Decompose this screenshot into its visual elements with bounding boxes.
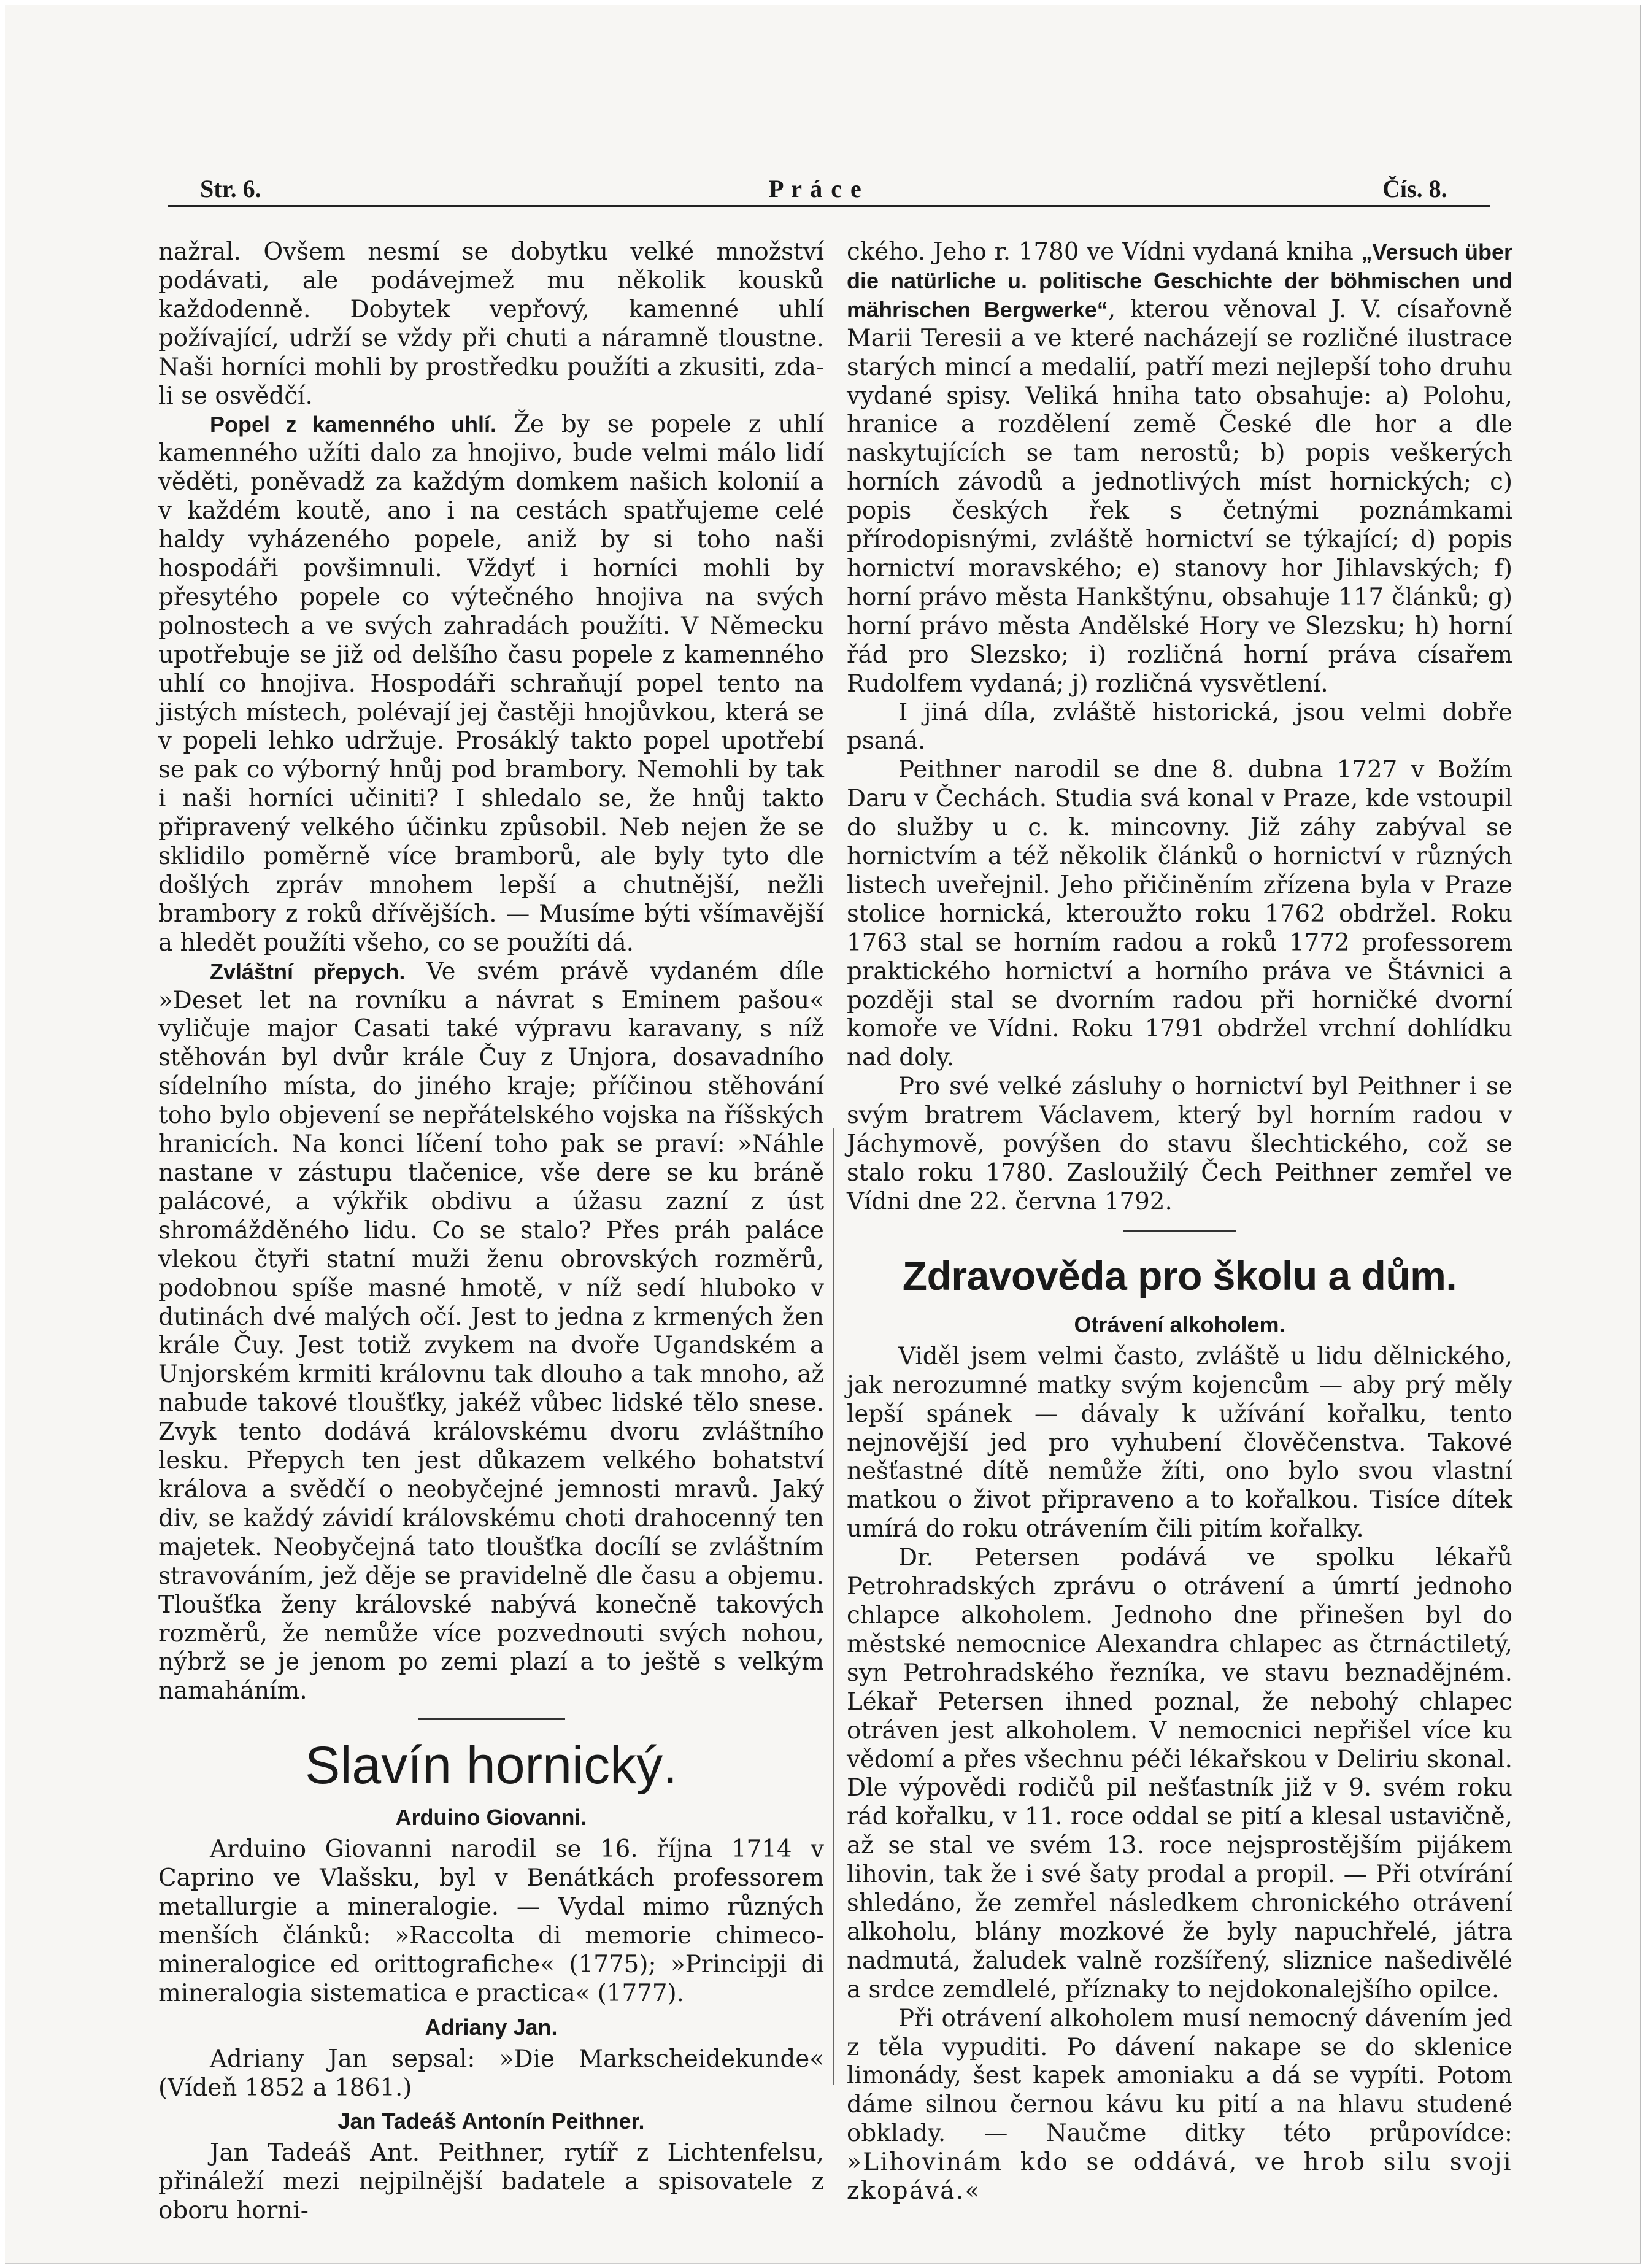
paragraph: Pro své velké zásluhy o hornictví byl Peithner i se svým bratrem Václavem, který byl horním radou v Jáchymově, povýšen do stavu šlechtického, což se stalo roku 1780. Zasloužilý Čech Peithner zemřel ve Vídni dne 22. června 1792. (847, 1073, 1512, 1216)
paragraph: nažral. Ovšem nesmí se dobytku velké množství podávati, ale podávejmež mu několik kousků každodenně. Dobytek vepřový, kamenné uhlí požívající, udrží se vždy při chuti a náramně tloustne. Naši horníci mohli by prostředku použíti a zkusiti, zda-li se osvědčí. (158, 238, 824, 410)
issue-number: Čís. 8. (1382, 175, 1447, 202)
section-title: Zdravověda pro školu a dům. (902, 1252, 1457, 1298)
subheading: Otrávení alkoholem. (1074, 1311, 1285, 1337)
paragraph-text: Že by se popele z uhlí kamenného užíti dalo za hnojivo, bude velmi málo lidí věděti, poněvadž za každým domkem našich kolonií a v každém koutě, ano i na cestách spatřujeme celé haldy vyházeného popele, aniž by si toho naši hospodáři povšimnuli. Vždyť i horníci mohli by přesytého popele co výtečného hnojiva na svých polnostech a ve svých zahradách použíti. V Německu upotřebuje se již od delšího času popele z kamenného uhlí co hnojiva. Hospodáři schraňují popel tento na jistých místech, polévají jej častěji hnojůvkou, která se v popeli lehko udržuje. Prosáklý takto popel upotřebí se pak co výborný hnůj pod brambory. Nemohli by tak i naši horníci učiniti? I shledalo se, že hnůj takto připravený velkého účinku způsobil. Neb nejen že se sklidilo poměrně více bramborů, ale byly tyto dle došlých zpráv mnohem lepší a chutnější, nežli brambory z roků dřívějších. — Musíme býti všímavější a hledět použíti všeho, co se použíti dá. (158, 411, 824, 957)
right-column (847, 238, 1512, 2205)
paragraph-text: Při otrávení alkoholem musí nemocný dávením jed z těla vypuditi. Po dávení nakape se do sklenice limonády, šest kapek amoniaku a dá se vypíti. Potom dáme silnou černou kávu ku pití a na hlavu studené obklady. — Naučme ditky této průpovídce: (847, 2004, 1512, 2148)
paragraph: Adriany Jan sepsal: »Die Markscheidekunde« (Vídeň 1852 a 1861.) (158, 2045, 824, 2102)
paragraph-book (847, 238, 1512, 699)
paragraph: Jan Tadeáš Ant. Peithner, rytíř z Lichtenfelsu, přináleží mezi nejpilnější badatele a spisovatele z oboru horni- (158, 2139, 824, 2225)
header-rule (168, 205, 1490, 207)
book-title: „Versuch über die natürliche u. politische Geschichte der böhmischen und mährischen Bergwerke“ (847, 239, 1512, 322)
paragraph-text: Ve svém právě vydaném díle »Deset let na rovníku a návrat s Eminem pašou« vyličuje major Casati také výpravu karavany, s níž stěhován byl dvůr krále Čuy z Unjora, dosavadního sídelního místa, do jiného kraje; příčinou stěhování toho bylo objevení se nepřátelského vojska na říšských hranicích. Na konci líčení toho pak se praví: »Náhle nastane v zástupu tlačenice, vše dere se ku bráně palácové, a výkřik obdivu a úžasu zazní z úst shromážděného lidu. Co se stalo? Přes práh paláce vlekou čtyři statní muži ženu obrovských rozměrů, podobnou spíše masné hmotě, v níž sedí hluboko v dutinách dvé malých očí. Jest to jedna z krmených žen krále Čuy. Jest totiž zvykem na dvoře Ugandském a Unjorském krmiti královnu tak dlouho a tak mnoho, až nabude takové tloušťky, jakéž vůbec lidské tělo snese. Zvyk tento dodává královskému dvoru zvláštního lesku. Přepych ten jest důkazem velkého bohatství králova a svědčí o neobyčejné jemnosti mravů. Jaký div, se každý závidí královskému choti drahocenný ten majetek. Neobyčejná tato tloušťka docílí se zvláštním stravováním, jež děje se pravidelně dle času a objemu. Tloušťka ženy královské nabývá konečně takových rozměrů, že nemůže více pozvednouti svých nohou, nýbrž se je jenom po zemi plazí a to ještě s velkým namaháním. (158, 957, 824, 1705)
paragraph-coal-ash (158, 411, 824, 957)
paragraph-text: , kterou věnoval J. V. císařovně Marii Teresii a ve které nacházejí se rozličné ilustrace starých mincí a medalií, patří mezi nejlepší toho druhu vydané spisy. Veliká hniha tato obsahuje: a) Polohu, hranice a rozdělení země České dle hor a dle naskytujících se tam nerostů; b) popis veškerých horních závodů a jednotlivých míst hornických; c) popis českých řek s četnými poznámkami přírodopisnými, zvláště hornictví se týkající; d) popis hornictví moravského; e) stanovy hor Jihlavských; f) horní právo města Hankštýnu, obsahuje 117 článků; g) horní právo města Andělské Hory ve Slezsku; h) horní řád pro Slezsko; i) rozličná horní práva císařem Rudolfem vydaná; j) rozličná vysvětlení. (847, 295, 1512, 698)
quote: »Lihovinám kdo se oddává, ve hrob silu svoji zkopává.« (847, 2148, 1512, 2205)
section-title: Slavín hornický. (304, 1736, 678, 1796)
paragraph: Arduino Giovanni narodil se 16. října 1714 v Caprino ve Vlašsku, byl v Benátkách professorem metallurgie a mineralogie. — Vydal mimo různých menších článků: »Raccolta di memorie chimeco-mineralogice ed orittografiche« (1775); »Principji di mineralogia sistematica e practica« (1777). (158, 1835, 824, 2007)
paragraph: I jiná díla, zvláště historická, jsou velmi dobře psaná. (847, 698, 1512, 755)
paragraph-text: ckého. Jeho r. 1780 ve Vídni vydaná kniha (847, 238, 1362, 266)
subheading: Jan Tadeáš Antonín Peithner. (337, 2108, 645, 2134)
section-divider (418, 1718, 565, 1720)
section-divider (1123, 1230, 1236, 1232)
section-lead: Zvláštní přepych. (210, 958, 406, 984)
left-column (158, 238, 824, 2225)
column-rule (833, 1128, 834, 2085)
paragraph-advice (847, 2005, 1512, 2206)
paragraph: Peithner narodil se dne 8. dubna 1727 v Božím Daru v Čechách. Studia svá konal v Praze, kde vstoupil do služby u c. k. mincovny. Již záhy zabýval se hornictvím a též několik článků o hornictví v různých listech uveřejnil. Jeho přičiněním zřízena byla v Praze stolice hornická, kteroužto roku 1762 obdržel. Roku 1763 stal se horním radou a roků 1772 professorem praktického hornictví a horního práva ve Štávnici a později stal se dvorním radou při horničké dvorní komoře ve Vídni. Roku 1791 obdržel vrchní dohlídku nad doly. (847, 756, 1512, 1072)
section-lead: Popel z kamenného uhlí. (210, 412, 496, 438)
subheading: Arduino Giovanni. (395, 1805, 587, 1830)
newspaper-title: P r á c e (769, 175, 863, 202)
paragraph: Viděl jsem velmi často, zvláště u lidu dělnického, jak nerozumné matky svým kojencům — aby prý měly lepší spánek — dávaly k užívání kořalku, tento nejnovější jed pro vyhubení člověčenstva. Takové nešťastné dítě nemůže žíti, ono bylo svou vlastní matkou o život připraveno a to kořalkou. Tisíce dítek umírá do roku otrávením čili pitím kořalky. (847, 1342, 1512, 1543)
newspaper-page (5, 5, 1641, 2264)
page-number: Str. 6. (200, 175, 261, 202)
subheading: Adriany Jan. (425, 2014, 558, 2040)
paragraph: Dr. Petersen podává ve spolku lékařů Petrohradských zprávu o otrávení a úmrtí jednoho chlapce alkoholem. Jednoho dne přinešen byl do městské nemocnice Alexandra chlapec as čtrnáctiletý, syn Petrohradského řezníka, ve stavu beznadějném. Lékař Petersen ihned poznal, že nebohý chlapec otráven jest alkoholem. V nemocnici nepřišel více ku vědomí a přes všechnu péči lékařskou v Deliriu skonal. Dle výpovědi rodičů pil nešťastník již v 9. svém roku rád kořalku, v 11. roce oddal se pití a klesal ustavičně, až se stal ve svém 13. roce nejsprostějším pijákem lihovin, tak že i své šaty prodal a propil. — Při otvírání shledáno, že zemřel následkem chronického otrávení alkoholu, blány mozkové že byly napuchřelé, játra nadmutá, žaludek valně rozšířený, sliznice našedivělé a srdce zemdlelé, příznaky to nejdokonalejšího opilce. (847, 1544, 1512, 2004)
paragraph-luxury (158, 958, 824, 1707)
